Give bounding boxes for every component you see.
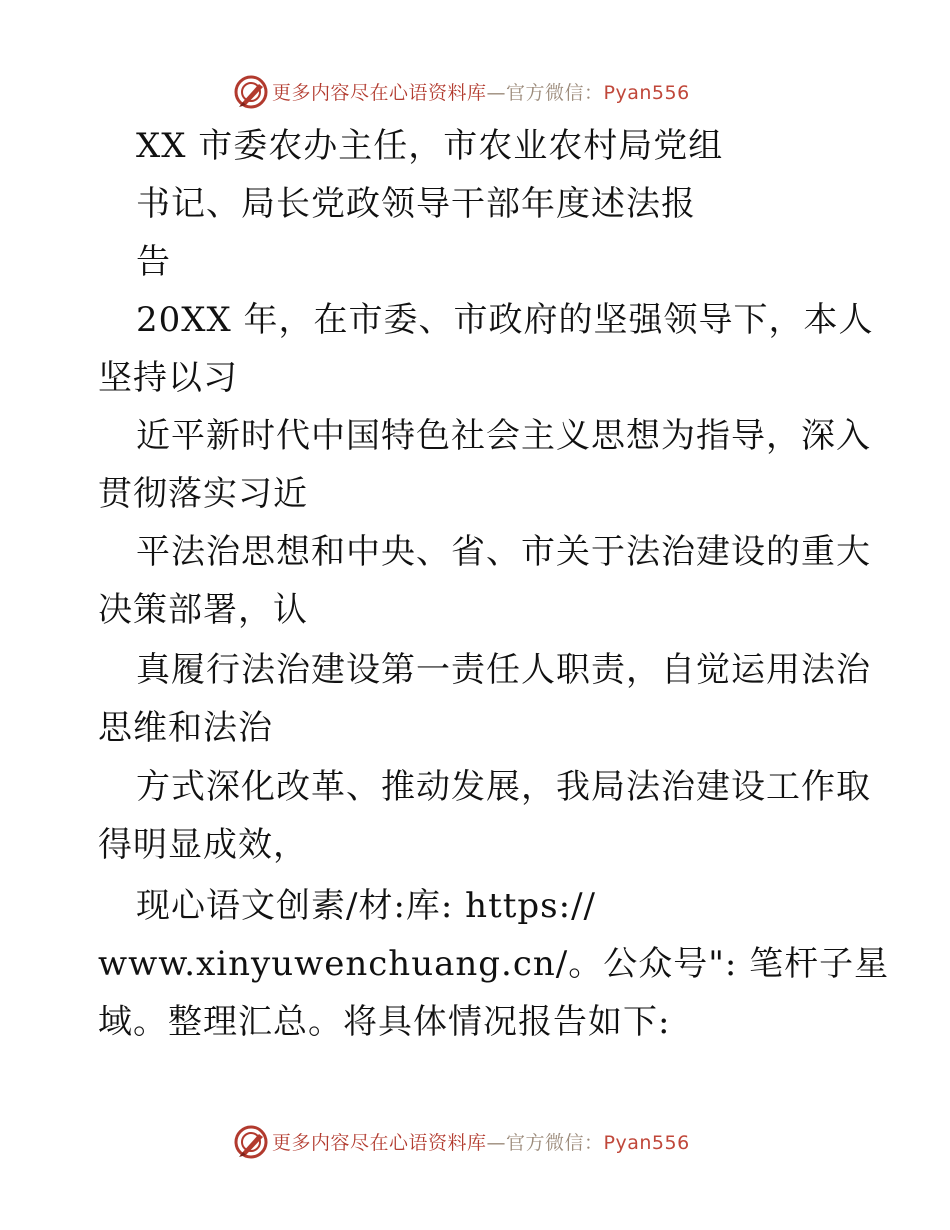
body-line: 方式深化改革、推动发展，我局法治建设工作取 <box>136 767 871 807</box>
body-line: 真履行法治建设第一责任人职责，自觉运用法治 <box>136 650 871 690</box>
watermark-wechat-label: 官方微信： <box>506 82 604 104</box>
title-line-2: 书记、局长党政领导干部年度述法报 <box>136 184 696 224</box>
pen-logo-icon <box>233 74 269 110</box>
body-line: 平法治思想和中央、省、市关于法治建设的重大 <box>136 532 871 572</box>
body-line: 得明显成效， <box>98 825 308 865</box>
title-line-3: 告 <box>136 242 171 282</box>
body-line: 20XX 年，在市委、市政府的坚强领导下，本人 <box>136 300 874 340</box>
body-line: 近平新时代中国特色社会主义思想为指导，深入 <box>136 416 871 456</box>
body-line: 思维和法治 <box>98 708 273 748</box>
body-line: 贯彻落实习近 <box>98 474 308 514</box>
header-watermark <box>0 72 950 112</box>
watermark-wechat-id: Pyan556 <box>603 82 690 104</box>
pen-logo-icon <box>233 1124 269 1160</box>
watermark-wechat-id: Pyan556 <box>603 1132 690 1154</box>
watermark-text <box>272 1128 690 1155</box>
watermark-main: 更多内容尽在心语资料库 <box>272 1132 487 1154</box>
body-line: 域。整理汇总。将具体情况报告如下: <box>98 1002 671 1042</box>
title-line-1: XX 市委农办主任，市农业农村局党组 <box>136 126 724 166</box>
body-line: 坚持以习 <box>98 358 238 398</box>
watermark-dash: — <box>486 1132 507 1154</box>
watermark-dash: — <box>486 82 507 104</box>
watermark-wechat-label: 官方微信： <box>506 1132 604 1154</box>
watermark-text <box>272 78 690 105</box>
body-line: www.xinyuwenchuang.cn/。公众号": 笔杆子星 <box>98 944 890 984</box>
body-line: 现心语文创素/材:库: https:// <box>136 886 596 926</box>
watermark-main: 更多内容尽在心语资料库 <box>272 82 487 104</box>
body-line: 决策部署，认 <box>98 590 308 630</box>
footer-watermark <box>0 1122 950 1162</box>
